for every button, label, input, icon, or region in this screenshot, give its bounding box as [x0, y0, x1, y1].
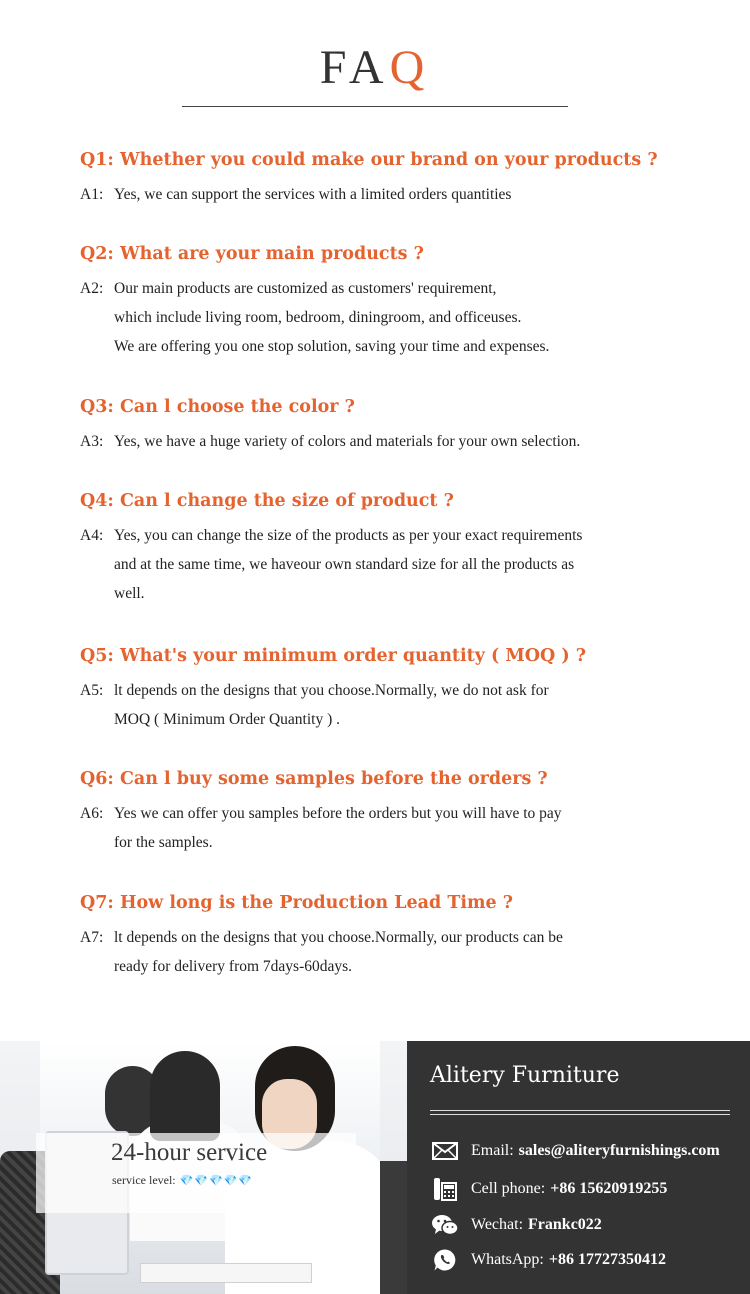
keyboard	[140, 1263, 312, 1283]
answer-line: Yes, you can change the size of the products as per your exact requirements	[114, 527, 583, 544]
faq-question: Q5: What's your minimum order quantity ( MOQ ) ?	[80, 646, 586, 666]
answer-label: A2:	[80, 280, 104, 297]
telephone-icon	[431, 1177, 459, 1201]
faq-question: Q2: What are your main products ?	[80, 244, 424, 264]
faq-item-4	[80, 491, 700, 608]
faq-item-5	[80, 646, 700, 734]
faq-question: Q4: Can l change the size of product ?	[80, 491, 454, 511]
faq-item-3	[80, 397, 700, 456]
faq-answer	[80, 521, 700, 608]
service-headline: 24-hour service	[111, 1139, 268, 1166]
faq-answer	[80, 180, 700, 209]
customer-service-photo	[0, 1041, 407, 1294]
contact-wechat	[431, 1213, 602, 1237]
phone-label: Cell phone:	[471, 1180, 546, 1197]
contact-panel	[407, 1041, 750, 1294]
faq-answer	[80, 274, 700, 361]
wechat-icon	[431, 1213, 459, 1237]
diamond-icons: 💎💎💎💎💎	[179, 1175, 254, 1187]
faq-item-2	[80, 244, 700, 361]
contact-phone	[431, 1177, 667, 1201]
faq-question: Q1: Whether you could make our brand on your products ?	[80, 150, 658, 170]
whatsapp-value[interactable]: +86 17727350412	[548, 1251, 666, 1268]
contact-whatsapp	[431, 1248, 666, 1272]
whatsapp-icon	[431, 1248, 459, 1272]
service-caption	[36, 1133, 356, 1213]
title-text: FA	[319, 41, 390, 94]
answer-label: A5:	[80, 682, 104, 699]
answer-line: ready for delivery from 7days-60days.	[114, 958, 353, 975]
answer-label: A7:	[80, 929, 104, 946]
faq-question: Q3: Can l choose the color ?	[80, 397, 355, 417]
page-title	[0, 40, 750, 95]
faq-item-1	[80, 150, 700, 209]
answer-label: A3:	[80, 433, 104, 450]
phone-value[interactable]: +86 15620919255	[550, 1180, 668, 1197]
whatsapp-label: WhatsApp:	[471, 1251, 544, 1268]
faq-answer	[80, 676, 700, 734]
faq-item-7	[80, 893, 700, 981]
wechat-label: Wechat:	[471, 1216, 524, 1233]
faq-question: Q6: Can l buy some samples before the orders ?	[80, 769, 548, 789]
title-accent-letter: Q	[389, 41, 431, 94]
contact-email	[431, 1139, 720, 1163]
answer-line: Yes, we can support the services with a limited orders quantities	[114, 186, 512, 203]
answer-line: Yes, we have a huge variety of colors and materials for your own selection.	[114, 433, 581, 450]
answer-label: A1:	[80, 186, 104, 203]
company-name: Alitery Furniture	[430, 1063, 620, 1088]
contact-banner	[0, 1041, 750, 1294]
faq-answer	[80, 799, 700, 857]
answer-line: lt depends on the designs that you choose.Normally, our products can be	[114, 929, 563, 946]
envelope-icon	[431, 1139, 459, 1163]
service-level-label: service level:	[112, 1173, 176, 1187]
faq-question: Q7: How long is the Production Lead Time ?	[80, 893, 513, 913]
answer-line: We are offering you one stop solution, saving your time and expenses.	[114, 338, 550, 355]
answer-line: Yes we can offer you samples before the orders but you will have to pay	[114, 805, 562, 822]
faq-answer	[80, 923, 700, 981]
answer-label: A6:	[80, 805, 104, 822]
answer-line: well.	[114, 585, 145, 602]
answer-line: for the samples.	[114, 834, 213, 851]
faq-answer	[80, 427, 700, 456]
answer-line: lt depends on the designs that you choose.Normally, we do not ask for	[114, 682, 549, 699]
wechat-value[interactable]: Frankc022	[528, 1216, 602, 1233]
answer-label: A4:	[80, 527, 104, 544]
agent-figure	[150, 1051, 220, 1141]
email-value[interactable]: sales@aliteryfurnishings.com	[518, 1142, 720, 1159]
faq-item-6	[80, 769, 700, 857]
answer-line: MOQ ( Minimum Order Quantity ) .	[114, 711, 341, 728]
answer-line: and at the same time, we haveour own standard size for all the products as	[114, 556, 575, 573]
email-label: Email:	[471, 1142, 514, 1159]
divider	[430, 1114, 730, 1115]
title-divider	[182, 106, 568, 107]
divider	[430, 1110, 730, 1111]
answer-line: which include living room, bedroom, diningroom, and officeuses.	[114, 309, 522, 326]
service-level	[112, 1173, 253, 1188]
answer-line: Our main products are customized as customers' requirement,	[114, 280, 497, 297]
